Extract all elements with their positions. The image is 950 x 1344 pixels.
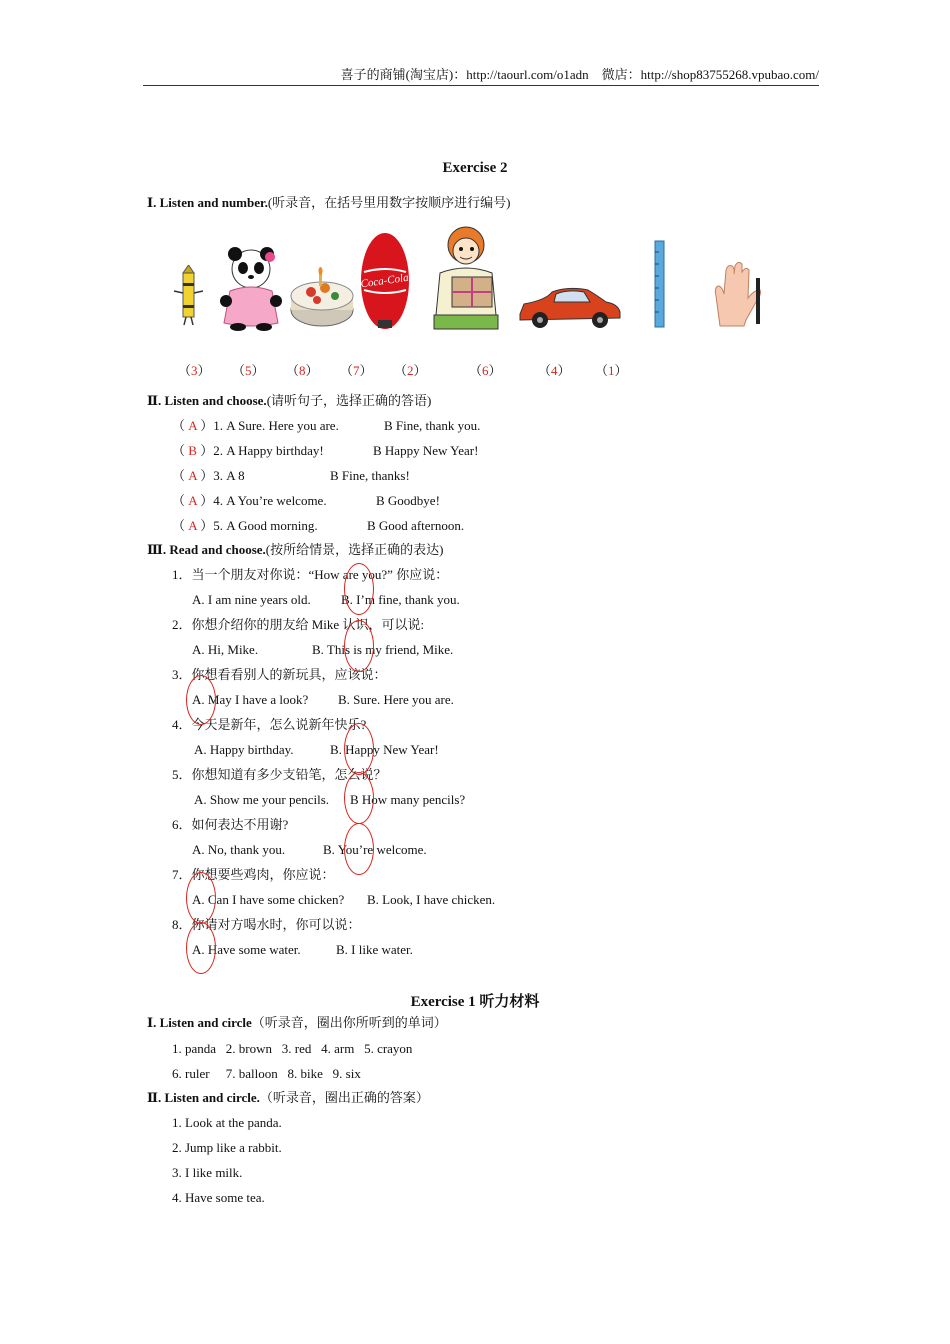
section3-option-3-a: A. May I have a look? [192,692,309,707]
section3-option-2-a: A. Hi, Mike. [192,642,259,657]
picture-answer-5: （2） [394,363,427,378]
section3-question-1: 1．当一个朋友对你说：“How are you?” 你应说： [172,567,449,582]
section2-item-1: （ A ）1. A Sure. Here you are. [172,418,339,433]
header-rule [143,85,819,86]
section3-option-4-b: B. Happy New Year! [330,742,439,757]
hand-icon [704,260,770,328]
listen1-heading [147,1014,447,1032]
section3-title: Read and choose. [169,542,266,557]
listen2-title: Listen and circle. [164,1090,260,1105]
section3-option-8-a: A. Have some water. [192,942,301,957]
answer-circle-4 [344,723,374,775]
listen2-heading [147,1089,429,1107]
listen2-line-4: 4. Have some tea. [172,1190,265,1205]
section2-item-3-b: B Fine, thanks! [330,468,410,483]
section1-title: Listen and number. [159,195,268,210]
car-icon [516,284,622,330]
answer-circle-2 [344,620,374,672]
section3-option-4-a: A. Happy birthday. [194,742,294,757]
section3-cn: (按所给情景，选择正确的表达) [265,542,444,557]
picture-answer-6: （6） [469,363,502,378]
section3-question-7: 7．你想要些鸡肉，你应说： [172,867,335,882]
picture-answer-7: （4） [538,363,571,378]
answer-circle-6 [344,823,374,875]
section2-item-2: （ B ）2. A Happy birthday! [172,443,324,458]
section3-option-8-b: B. I like water. [336,942,413,957]
section2-roman: Ⅱ. [147,393,162,408]
svg-text:Coca-Cola: Coca-Cola [360,271,410,291]
answer-circle-7 [186,872,216,924]
section3-question-2: 2．你想介绍你的朋友给 Mike 认识，可以说: [172,617,425,632]
picture-answer-2: （5） [232,363,265,378]
section2-item-2-b: B Happy New Year! [373,443,479,458]
picture-answer-3: （8） [286,363,319,378]
section2-cn: (请听句子，选择正确的答语) [266,393,432,408]
section1-cn: (听录音，在括号里用数字按顺序进行编号) [267,195,511,210]
listen1-row-1: 1. panda 2. brown 3. red 4. arm 5. crayon [172,1041,413,1056]
section3-question-8: 8．你请对方喝水时，你可以说： [172,917,361,932]
listen1-cn: （听录音，圈出你所听到的单词） [251,1015,447,1030]
section2-item-5-b: B Good afternoon. [367,518,465,533]
panda-icon [218,245,284,331]
listen1-row-2: 6. ruler 7. balloon 8. bike 9. six [172,1066,361,1081]
listening-title: Exercise 1 听力材料 [410,994,540,1010]
coke-icon [360,232,410,330]
section2-item-1-b: B Fine, thank you. [384,418,481,433]
section3-question-5: 5．你想知道有多少支铅笔，怎么说？ [172,767,387,782]
picture-answer-1: （3） [178,363,211,378]
section3-option-6-b: B. You’re welcome. [323,842,427,857]
section2-item-4-b: B Goodbye! [376,493,440,508]
section1-heading [147,194,511,212]
girl-with-gift-icon [422,223,510,331]
answer-circle-8 [186,922,216,974]
section3-heading [147,541,443,559]
page-header: 喜子的商铺(淘宝店)：http://taourl.com/o1adn 微店：http://shop83755268.vpubao.com/ [340,67,819,82]
listen2-line-2: 2. Jump like a rabbit. [172,1140,282,1155]
picture-answer-4: （7） [340,363,373,378]
picture-answer-8: （1） [595,363,628,378]
section3-question-3: 3．你想看看别人的新玩具，应该说： [172,667,387,682]
section3-option-1-a: A. I am nine years old. [192,592,311,607]
section3-option-5-a: A. Show me your pencils. [194,792,330,807]
listen2-line-1: 1. Look at the panda. [172,1115,282,1130]
section3-question-4: 4．今天是新年，怎么说新年快乐? [172,717,367,732]
cake-icon [289,266,355,330]
section3-roman: Ⅲ. [147,542,167,557]
section3-option-5-b: B How many pencils? [350,792,466,807]
listen1-title: Listen and circle [159,1015,252,1030]
answer-circle-1 [344,563,374,615]
section2-item-3: （ A ）3. A 8 [172,468,245,483]
section2-item-4: （ A ）4. A You’re welcome. [172,493,327,508]
section1-roman: Ⅰ. [147,195,157,210]
section3-option-7-a: A. Can I have some chicken? [192,892,345,907]
listen2-roman: Ⅱ. [147,1090,162,1105]
crayon-icon [172,265,206,327]
ruler-icon [654,240,666,328]
section3-option-6-a: A. No, thank you. [192,842,286,857]
listen1-roman: Ⅰ. [147,1015,157,1030]
listen2-cn: （听录音，圈出正确的答案） [259,1090,429,1105]
section3-question-6: 6．如何表达不用谢? [172,817,289,832]
section3-option-1-b: B. I’m fine, thank you. [341,592,460,607]
answer-circle-5 [344,772,374,824]
section3-option-2-b: B. This is my friend, Mike. [312,642,454,657]
section3-option-3-b: B. Sure. Here you are. [338,692,454,707]
section3-option-7-b: B. Look, I have chicken. [367,892,496,907]
section2-title: Listen and choose. [164,393,267,408]
section2-heading [147,392,431,410]
answer-circle-3 [186,675,216,725]
section2-item-5: （ A ）5. A Good morning. [172,518,318,533]
page-title: Exercise 2 [442,160,508,176]
listen2-line-3: 3. I like milk. [172,1165,243,1180]
